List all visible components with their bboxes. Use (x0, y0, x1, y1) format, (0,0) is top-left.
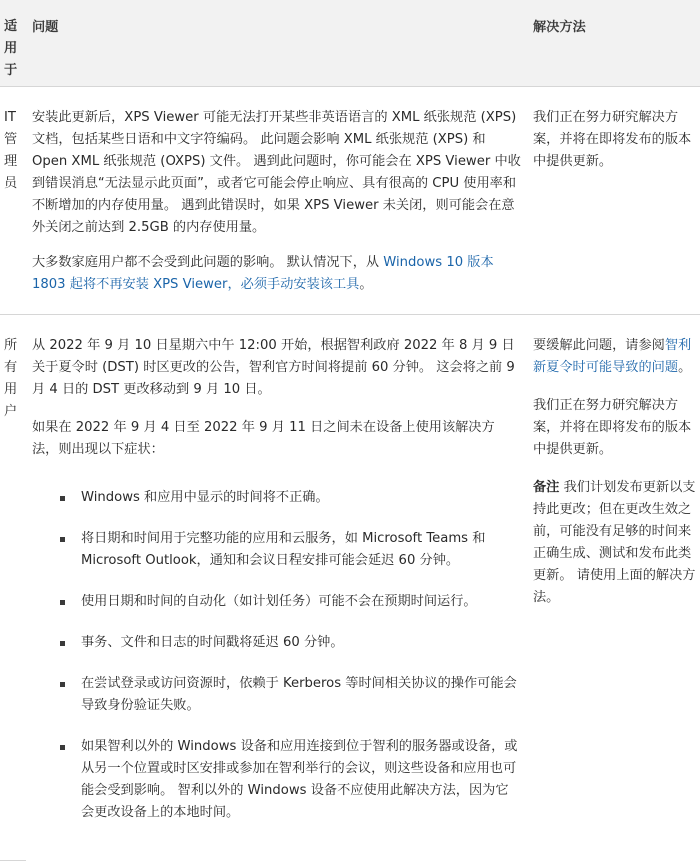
workaround-cell (527, 314, 700, 861)
xps-viewer-install-link[interactable]: Windows 10 版本 1803 起将不再安装 XPS Viewer，必须手动安装该工具 (32, 254, 494, 292)
bullet-icon (60, 641, 65, 646)
list-item (60, 632, 521, 654)
note-label: 备注 (533, 479, 560, 495)
applies-to-cell: 所有用户 (0, 314, 26, 861)
issue-paragraph: 安装此更新后，XPS Viewer 可能无法打开某些非英语语言的 XML 纸张规范 (XPS) 文档，包括某些日语和中文字符编码。 此问题会影响 XML 纸张规范 (XPS) 和 Open XML 纸张规范 (OXPS) 文件。 遇到此问题时，你可能会在 XPS Viewer 中收到错误消息“无法显示此页面”，或者它可能会停止响应、具有很高的 CPU 使用率和不断增加的内存使用量。 遇到此错误时，如果 XPS Viewer 未关闭，则可能会在意外关闭之前达到 2.5GB 的内存使用量。 (32, 109, 521, 235)
workaround-text: 要缓解此问题，请参阅 (533, 337, 665, 353)
issue-cell (26, 86, 527, 314)
issue-cell (26, 314, 527, 861)
symptom-text: 事务、文件和日志的时间戳将延迟 60 分钟。 (81, 634, 344, 650)
list-item (60, 673, 521, 717)
issue-paragraph: 如果在 2022 年 9 月 4 日至 2022 年 9 月 11 日之间未在设备上使用该解决方法，则出现以下症状： (32, 419, 495, 457)
header-issue: 问题 (26, 0, 527, 86)
applies-to-cell: IT管理员 (0, 86, 26, 314)
symptom-list (32, 487, 521, 824)
symptom-text: 在尝试登录或访问资源时，依赖于 Kerberos 等时间相关协议的操作可能会导致身份验证失败。 (81, 675, 517, 713)
list-item (60, 591, 521, 613)
table-row (0, 86, 700, 314)
issue-text: 。 (359, 276, 373, 292)
symptom-text: 使用日期和时间的自动化（如计划任务）可能不会在预期时间运行。 (81, 593, 477, 609)
workaround-note (533, 477, 696, 609)
header-applies-to: 适用于 (0, 0, 26, 86)
bullet-icon (60, 600, 65, 605)
bullet-icon (60, 682, 65, 687)
header-workaround: 解决方法 (527, 0, 700, 86)
list-item (60, 487, 521, 509)
issue-text: 大多数家庭用户都不会受到此问题的影响。 默认情况下，从 (32, 254, 384, 270)
workaround-paragraph (533, 335, 696, 379)
workaround-paragraph: 我们正在努力研究解决方案，并将在即将发布的版本中提供更新。 (533, 397, 692, 457)
bullet-icon (60, 496, 65, 501)
symptom-text: 将日期和时间用于完整功能的应用和云服务，如 Microsoft Teams 和 Microsoft Outlook，通知和会议日程安排可能会延迟 60 分钟。 (81, 530, 486, 568)
bullet-icon (60, 745, 65, 750)
symptom-text: Windows 和应用中显示的时间将不正确。 (81, 489, 329, 505)
table-row (0, 314, 700, 861)
issue-paragraph: 从 2022 年 9 月 10 日星期六中午 12:00 开始，根据智利政府 2022 年 8 月 9 日关于夏令时 (DST) 时区更改的公告，智利官方时间将提前 60 分钟。 这会将之前 9 月 4 日的 DST 更改移动到 9 月 10 日。 (32, 337, 515, 397)
list-item (60, 528, 521, 572)
note-text: 我们计划发布更新以支持此更改；但在更改生效之前，可能没有足够的时间来正确生成、测试和发布此类更新。 请使用上面的解决方法。 (533, 479, 696, 605)
workaround-text: 。 (678, 359, 692, 375)
table-header-row (0, 0, 700, 86)
bullet-icon (60, 537, 65, 542)
workaround-cell (527, 86, 700, 314)
workaround-paragraph: 我们正在努力研究解决方案，并将在即将发布的版本中提供更新。 (533, 109, 692, 169)
list-item (60, 736, 521, 824)
chile-dst-issue-link[interactable]: 智利新夏令时可能导致的问题 (533, 337, 692, 375)
symptom-text: 如果智利以外的 Windows 设备和应用连接到位于智利的服务器或设备，或从另一个位置或时区安排或参加在智利举行的会议，则这些设备和应用也可能会受到影响。 智利以外的 Windows 设备不应使用此解决方法，因为它会更改设备上的本地时间。 (81, 738, 518, 820)
issue-paragraph (32, 252, 521, 296)
